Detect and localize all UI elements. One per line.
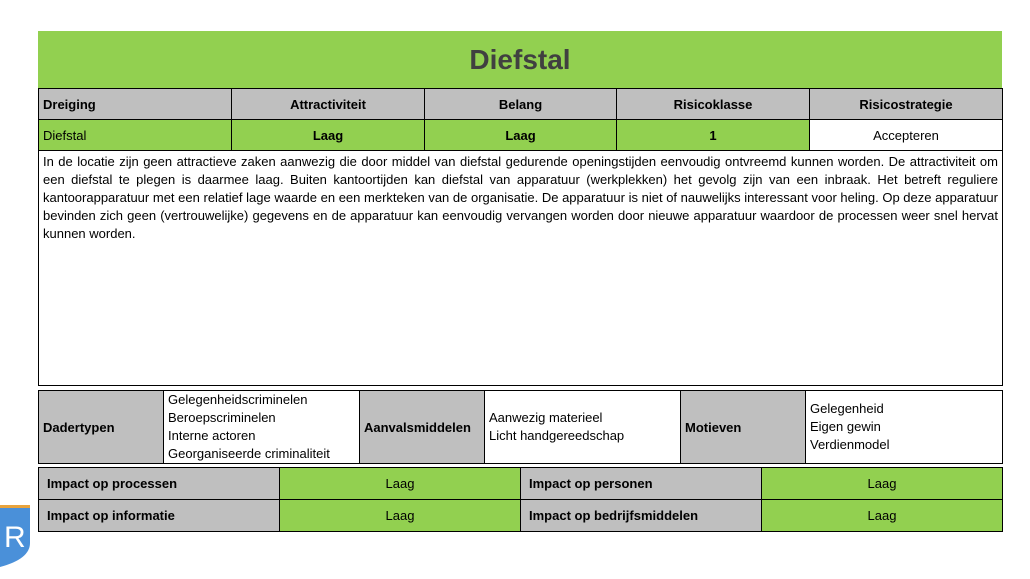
dadertype-item: Gelegenheidscriminelen <box>168 392 308 407</box>
aanvalsmiddelen-list <box>485 391 681 464</box>
motieven-list <box>806 391 1003 464</box>
logo-letter: R <box>4 521 26 554</box>
dadertype-item: Interne actoren <box>168 428 256 443</box>
impact-informatie-label: Impact op informatie <box>39 500 280 532</box>
dadertype-item: Beroepscriminelen <box>168 410 276 425</box>
dadertype-item: Georganiseerde criminaliteit <box>168 446 330 461</box>
threat-description: In de locatie zijn geen attractieve zaken aanwezig die door middel van diefstal gedurende openingstijden eenvoudig ontvreemd kunnen worden. De attractiviteit om een diefstal te plegen is daarmee laag. Buiten kantoortijden kan diefstal van apparatuur (werkplekken) het gevolg zijn van een inbraak. Het betreft reguliere kantoorapparatuur met een relatief lage waarde en een merkteken van de organisatie. De apparatuur is niet of nauwelijks interessant voor heling. Op deze apparatuur bevinden zich geen (vertrouwelijke) gegevens en de apparatuur kan eenvoudig vervangen worden door nieuwe apparatuur waardoor de processen weer snel hervat kunnen worden. <box>39 151 1003 386</box>
motief-item: Eigen gewin <box>810 419 881 434</box>
shield-logo-icon <box>0 503 30 569</box>
value-dreiging: Diefstal <box>39 120 232 151</box>
aanvalsmiddel-item: Aanwezig materieel <box>489 410 603 425</box>
impact-processen-label: Impact op processen <box>39 468 280 500</box>
header-attractiviteit: Attractiviteit <box>232 89 425 120</box>
threat-table <box>38 88 1003 386</box>
threat-header-row <box>39 89 1003 120</box>
motieven-label: Motieven <box>681 391 806 464</box>
impact-row <box>39 500 1003 532</box>
aanvalsmiddel-item: Licht handgereedschap <box>489 428 625 443</box>
header-risicoklasse: Risicoklasse <box>617 89 810 120</box>
aanvalsmiddelen-label: Aanvalsmiddelen <box>360 391 485 464</box>
impact-personen-label: Impact op personen <box>521 468 762 500</box>
dadertypen-label: Dadertypen <box>39 391 164 464</box>
header-risicostrategie: Risicostrategie <box>810 89 1003 120</box>
threat-value-row <box>39 120 1003 151</box>
page-title: Diefstal <box>38 31 1002 88</box>
impact-processen-value: Laag <box>280 468 521 500</box>
actors-table <box>38 390 1003 464</box>
impact-table <box>38 467 1003 532</box>
impact-informatie-value: Laag <box>280 500 521 532</box>
description-row <box>39 151 1003 386</box>
impact-personen-value: Laag <box>762 468 1003 500</box>
value-belang: Laag <box>425 120 617 151</box>
impact-bedrijfsmiddelen-value: Laag <box>762 500 1003 532</box>
header-belang: Belang <box>425 89 617 120</box>
impact-bedrijfsmiddelen-label: Impact op bedrijfsmiddelen <box>521 500 762 532</box>
actors-row <box>39 391 1003 464</box>
impact-row <box>39 468 1003 500</box>
value-risicostrategie: Accepteren <box>810 120 1003 151</box>
motief-item: Gelegenheid <box>810 401 884 416</box>
value-risicoklasse: 1 <box>617 120 810 151</box>
motief-item: Verdienmodel <box>810 437 890 452</box>
value-attractiviteit: Laag <box>232 120 425 151</box>
header-dreiging: Dreiging <box>39 89 232 120</box>
dadertypen-list <box>164 391 360 464</box>
